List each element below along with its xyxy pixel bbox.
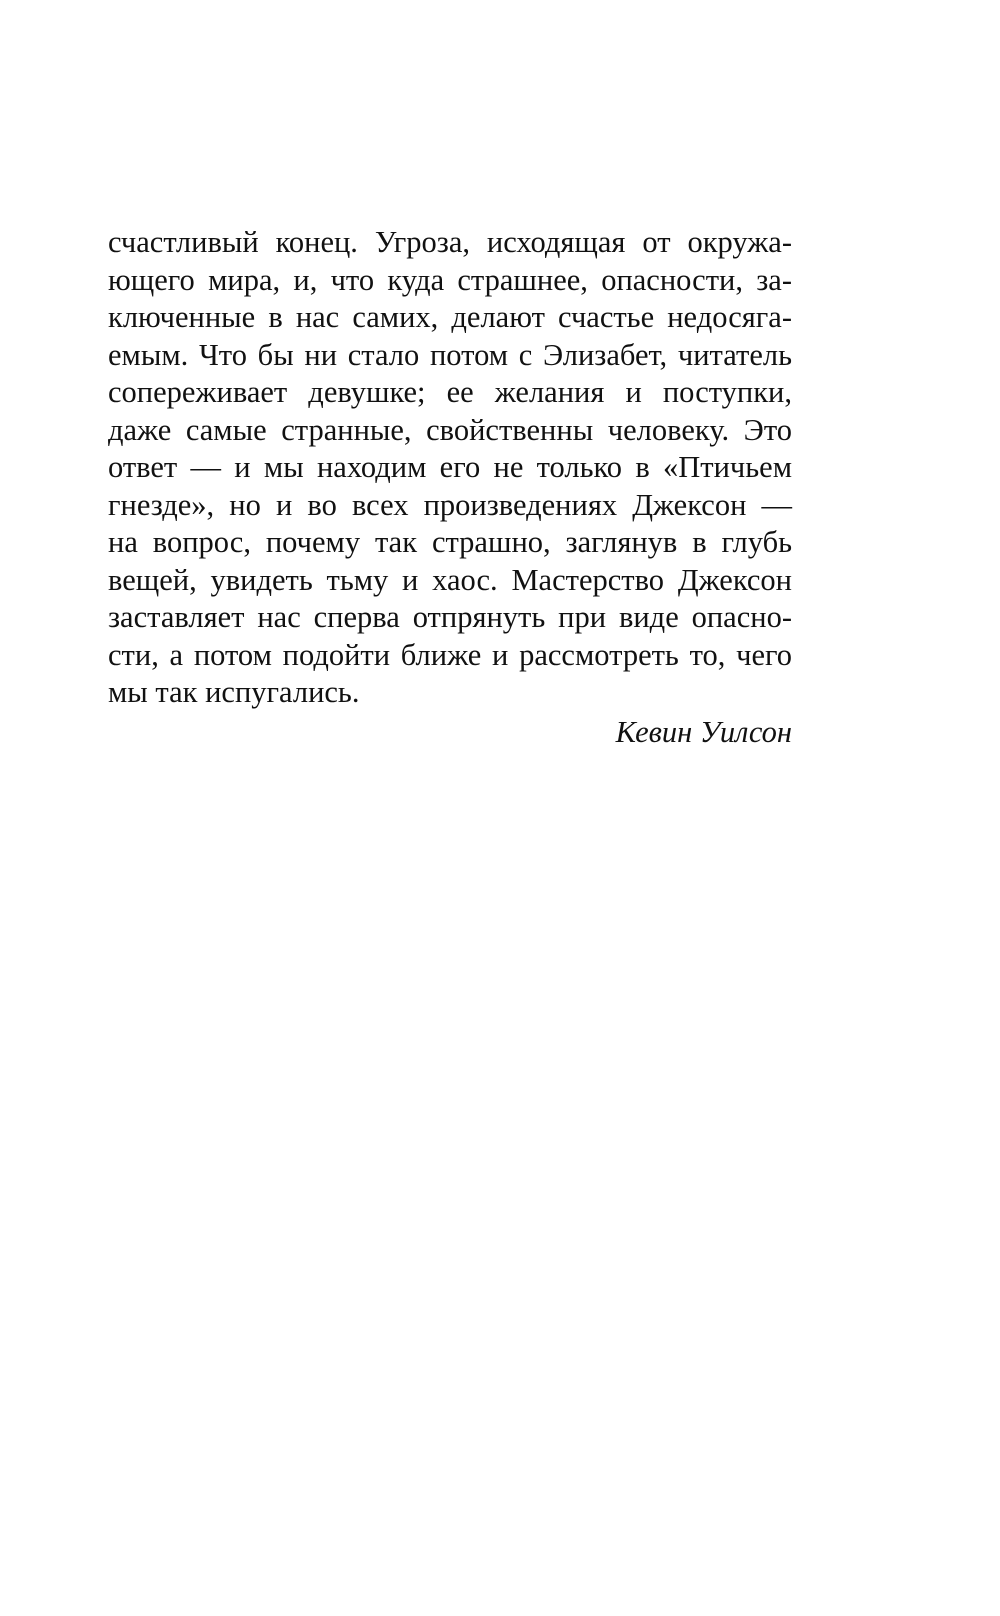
text-line: ющего мира, и, что куда страшнее, опасности, за- xyxy=(108,262,792,297)
text-line: ответ — и мы находим его не только в «Птичьем xyxy=(108,450,792,484)
text-line: вещей, увидеть тьму и хаос. Мастерство Джексон xyxy=(108,562,792,597)
text-line: на вопрос, почему так страшно, заглянув в глубь xyxy=(108,525,792,559)
text-line: мы так испугались. xyxy=(108,675,360,709)
body-text xyxy=(108,224,792,751)
author-signature: Кевин Уилсон xyxy=(615,714,792,749)
text-line: сти, а потом подойти ближе и рассмотреть то, чего xyxy=(108,637,792,672)
text-line: гнезде», но и во всех произведениях Джексон — xyxy=(108,487,792,522)
text-line: ключенные в нас самих, делают счастье недосяга- xyxy=(108,300,792,334)
text-line: заставляет нас сперва отпрянуть при виде опасно- xyxy=(108,600,792,634)
text-line: емым. Что бы ни стало потом с Элизабет, читатель xyxy=(108,337,792,372)
text-line: сопереживает девушке; ее желания и поступки, xyxy=(108,375,792,409)
text-line: счастливый конец. Угроза, исходящая от окружа- xyxy=(108,225,792,259)
text-line: даже самые странные, свойственны человеку. Это xyxy=(108,412,792,447)
